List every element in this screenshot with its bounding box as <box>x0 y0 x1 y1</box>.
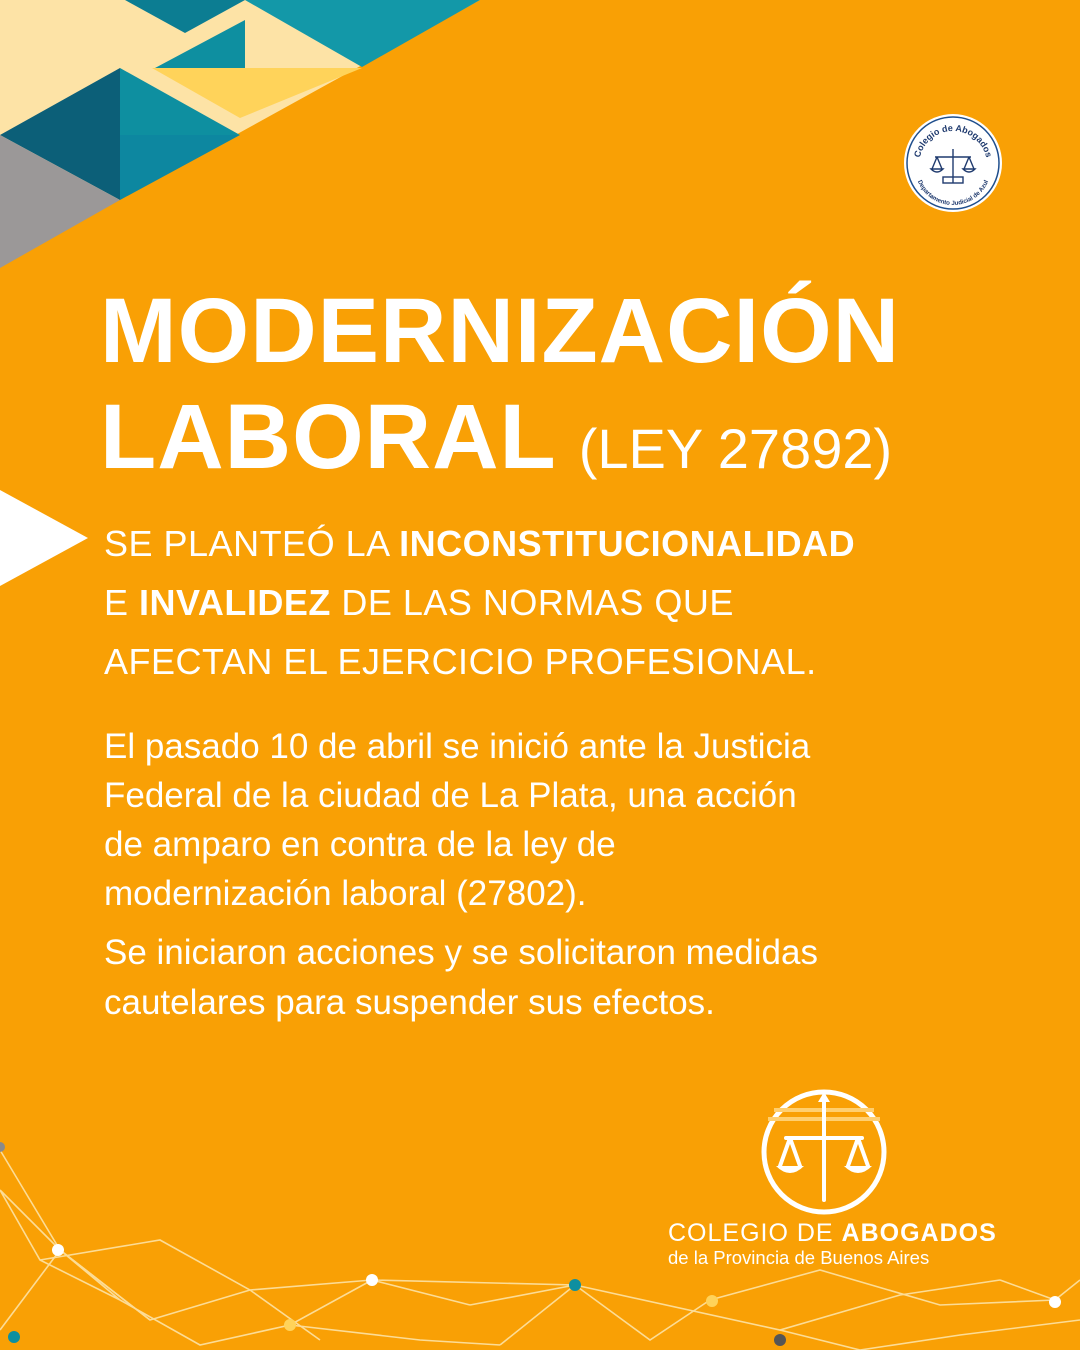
headline-line-2: LABORAL <box>100 386 557 488</box>
lead-text: E <box>104 582 140 623</box>
body-line: modernización laboral (27802). <box>104 874 587 913</box>
org-name-part: COLEGIO DE <box>668 1219 842 1247</box>
body-paragraph-2 <box>104 928 818 1028</box>
body-paragraph-1 <box>104 722 810 918</box>
lead-text: SE PLANTEÓ LA <box>104 523 400 564</box>
lead-text: AFECTAN EL EJERCICIO PROFESIONAL. <box>104 641 817 682</box>
body-line: cautelares para suspender sus efectos. <box>104 983 715 1022</box>
lead-text: DE LAS NORMAS QUE <box>330 582 734 623</box>
lead-statement <box>104 514 855 691</box>
law-number: (LEY 27892) <box>578 417 893 480</box>
lead-emphasis-invalidez: INVALIDEZ <box>139 582 331 623</box>
org-name <box>668 1218 997 1248</box>
org-name-emphasis: ABOGADOS <box>841 1219 997 1247</box>
headline-line-1: MODERNIZACIÓN <box>100 280 901 382</box>
seal-top-text: Colegio de Abogados <box>911 122 995 159</box>
lead-emphasis-inconstitucionalidad: INCONSTITUCIONALIDAD <box>399 523 856 564</box>
colegio-azul-seal <box>903 113 1003 213</box>
org-subtitle: de la Provincia de Buenos Aires <box>668 1247 930 1268</box>
body-line: Federal de la ciudad de La Plata, una acción <box>104 776 797 815</box>
seal-bottom-text: Departamento Judicial de Azul <box>915 179 991 208</box>
body-line: de amparo en contra de la ley de <box>104 825 616 864</box>
headline <box>100 278 900 502</box>
body-line: El pasado 10 de abril se inició ante la Justicia <box>104 727 811 766</box>
body-line: Se iniciaron acciones y se solicitaron medidas <box>104 933 818 972</box>
colegio-abogados-logo-icon <box>756 1088 892 1216</box>
